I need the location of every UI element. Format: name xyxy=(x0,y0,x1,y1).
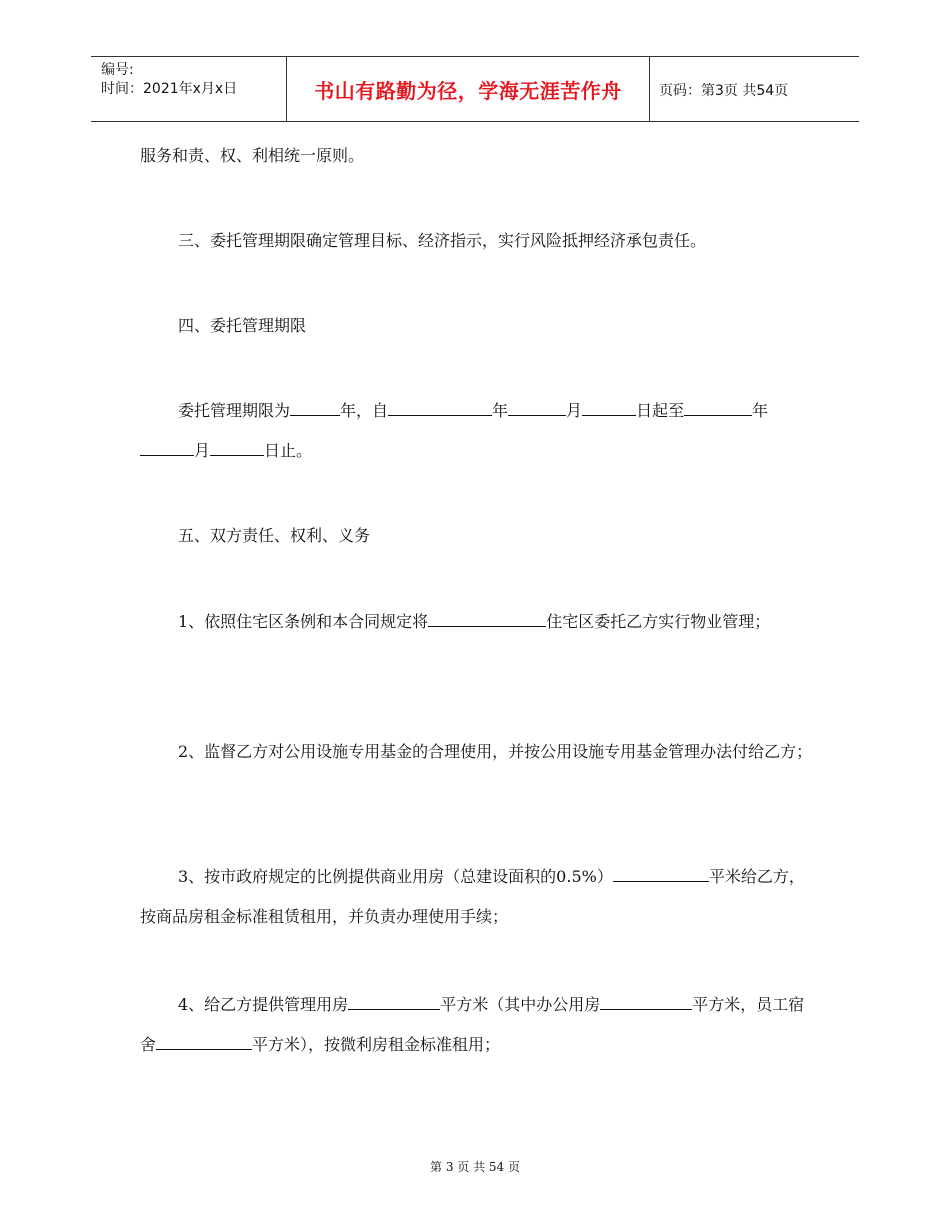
paragraph-item-3 xyxy=(140,857,820,937)
paragraph-clause-4-heading: 四、委托管理期限 xyxy=(178,316,307,335)
blank-commercial-area[interactable] xyxy=(613,863,709,882)
blank-office-area[interactable] xyxy=(600,991,692,1010)
header-divider xyxy=(649,57,650,122)
page-header xyxy=(91,56,859,122)
paragraph-item-4 xyxy=(140,985,820,1065)
term-text: 年 xyxy=(752,401,769,420)
blank-dorm-area[interactable] xyxy=(156,1031,252,1050)
blank-end-month[interactable] xyxy=(140,437,194,456)
paragraph-term xyxy=(140,391,820,471)
item-3-text: 3、按市政府规定的比例提供商业用房（总建设面积的0.5%） xyxy=(178,867,613,886)
paragraph-clause-3: 三、委托管理期限确定管理目标、经济指示，实行风险抵押经济承包责任。 xyxy=(178,231,707,250)
term-text: 年，自 xyxy=(340,401,389,420)
header-meta xyxy=(101,61,237,99)
term-text: 日止。 xyxy=(264,441,313,460)
page-footer: 第 3 页 共 54 页 xyxy=(430,1160,520,1174)
blank-start-year[interactable] xyxy=(388,397,492,416)
header-motto: 书山有路勤为径，学海无涯苦作舟 xyxy=(314,79,622,103)
blank-start-month[interactable] xyxy=(508,397,566,416)
paragraph-principle: 服务和责、权、利相统一原则。 xyxy=(140,146,365,165)
blank-start-day[interactable] xyxy=(582,397,636,416)
paragraph-clause-5-heading: 五、双方责任、权利、义务 xyxy=(178,526,371,545)
term-text: 月 xyxy=(194,441,211,460)
item-1-text: 住宅区委托乙方实行物业管理； xyxy=(546,612,771,631)
blank-residential-area[interactable] xyxy=(428,608,546,627)
item-3-text: 平米给乙方，按商品房租金标准租赁租用，并负责办理使用手续； xyxy=(140,867,805,926)
item-4-text: 平方米），按微利房租金标准租用； xyxy=(252,1035,501,1054)
blank-management-area[interactable] xyxy=(348,991,440,1010)
item-4-text: 平方米（其中办公用房 xyxy=(440,995,601,1014)
item-4-text: 平方米，员工宿舍 xyxy=(140,995,805,1054)
paragraph-item-1 xyxy=(140,602,820,642)
blank-years[interactable] xyxy=(290,397,340,416)
item-1-text: 1、依照住宅区条例和本合同规定将 xyxy=(178,612,429,631)
term-text: 委托管理期限为 xyxy=(178,401,291,420)
term-text: 日起至 xyxy=(636,401,685,420)
term-text: 月 xyxy=(566,401,583,420)
document-time: 时间：2021年x月x日 xyxy=(101,81,238,97)
blank-end-year[interactable] xyxy=(684,397,752,416)
term-text: 年 xyxy=(492,401,509,420)
document-number-label: 编号: xyxy=(101,62,134,78)
item-4-text: 4、给乙方提供管理用房 xyxy=(178,995,349,1014)
blank-end-day[interactable] xyxy=(210,437,264,456)
paragraph-item-2: 2、监督乙方对公用设施专用基金的合理使用，并按公用设施专用基金管理办法付给乙方； xyxy=(178,742,813,761)
header-page-code: 页码：第3页 共54页 xyxy=(659,82,789,99)
